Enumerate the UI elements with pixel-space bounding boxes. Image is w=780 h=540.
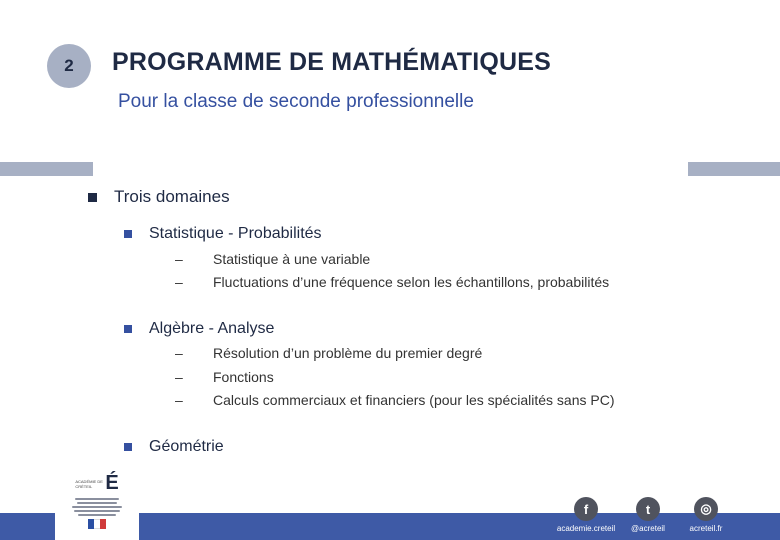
dribbble-icon[interactable]: ◎ — [694, 497, 718, 521]
dash-bullet: – — [175, 251, 183, 267]
social-label: @acreteil — [631, 524, 665, 533]
logo-letter: É — [105, 472, 119, 494]
list-item — [175, 392, 614, 408]
slide-title: PROGRAMME DE MATHÉMATIQUES — [112, 48, 551, 76]
list-item — [175, 251, 370, 267]
square-bullet-icon — [124, 230, 132, 238]
item-text: Calculs commerciaux et financiers (pour les spécialités sans PC) — [213, 392, 615, 408]
facebook-icon[interactable]: f — [574, 497, 598, 521]
item-text: Fonctions — [213, 369, 274, 385]
divider-right — [688, 162, 780, 176]
social-label: acreteil.fr — [689, 524, 723, 533]
domain-algebre — [124, 320, 274, 338]
dash-bullet: – — [175, 345, 183, 361]
social-twitter[interactable] — [618, 497, 678, 533]
flag-icon — [88, 519, 106, 529]
item-text: Résolution d’un problème du premier degré — [213, 345, 483, 361]
square-bullet-icon — [88, 193, 97, 202]
dash-bullet: – — [175, 274, 183, 290]
slide-number-badge — [47, 44, 91, 88]
divider-left — [0, 162, 93, 176]
social-label: academie.creteil — [556, 524, 616, 533]
item-text: Statistique à une variable — [213, 251, 371, 267]
domain-label: Géométrie — [149, 438, 224, 455]
domain-label: Algèbre - Analyse — [149, 320, 275, 337]
slide-subtitle: Pour la classe de seconde professionnelle — [118, 91, 474, 112]
dash-bullet: – — [175, 392, 183, 408]
twitter-icon[interactable]: t — [636, 497, 660, 521]
domain-statistique — [124, 225, 322, 243]
academy-logo — [55, 466, 139, 540]
dash-bullet: – — [175, 369, 183, 385]
list-item — [175, 274, 609, 290]
heading-text: Trois domaines — [114, 187, 230, 206]
square-bullet-icon — [124, 325, 132, 333]
list-item — [175, 369, 274, 385]
square-bullet-icon — [124, 443, 132, 451]
heading-bullet — [88, 187, 230, 207]
logo-top-text: ACADÉMIE DE CRÉTEIL — [75, 478, 103, 489]
domain-geometrie — [124, 438, 224, 456]
social-facebook[interactable] — [556, 497, 616, 533]
social-website[interactable] — [676, 497, 736, 533]
domain-label: Statistique - Probabilités — [149, 225, 322, 242]
list-item — [175, 345, 482, 361]
item-text: Fluctuations d’une fréquence selon les échantillons, probabilités — [213, 274, 610, 290]
slide-number: 2 — [64, 56, 74, 75]
